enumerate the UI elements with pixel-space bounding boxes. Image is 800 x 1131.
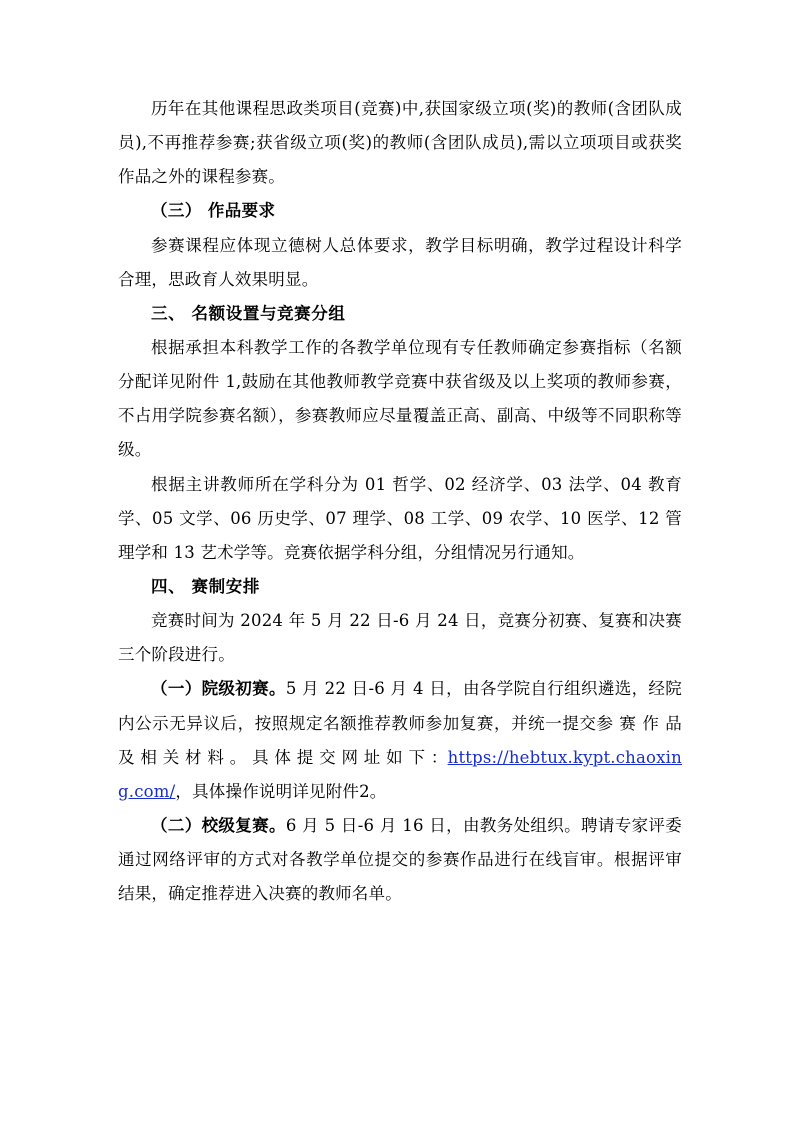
label-school-semifinal: （二）校级复赛。 <box>151 815 286 835</box>
paragraph-discipline-grouping: 根据主讲教师所在学科分为 01 哲学、02 经济学、03 法学、04 教育学、05 文学、06 历史学、07 理学、08 工学、09 农学、10 医学、12 管理学和 13 艺术学等。竞赛依据学科分组，分组情况另行通知。 <box>118 474 682 562</box>
paragraph-college-preliminary <box>118 672 682 809</box>
text-college-preliminary-before: 5 月 22 日-6 月 4 日，由各学院自行组织遴选，经院内公示无异议后，按照规定名额推荐教师参加复赛，并统一提交参 赛 作 品 及 相 关 材 料 。 具 体 提 交 网 址 如 下 ： <box>118 679 682 767</box>
label-college-preliminary: （一）院级初赛。 <box>151 679 286 699</box>
document-body <box>118 92 682 911</box>
paragraph-school-semifinal <box>118 809 682 911</box>
paragraph-schedule-overview: 竞赛时间为 2024 年 5 月 22 日-6 月 24 日，竞赛分初赛、复赛和决赛三个阶段进行。 <box>118 611 682 665</box>
paragraph-national-provincial-awards: 历年在其他课程思政类项目(竞赛)中,获国家级立项(奖)的教师(含团队成员),不再推荐参赛;获省级立项(奖)的教师(含团队成员),需以立项项目或获奖作品之外的课程参赛。 <box>118 99 682 187</box>
submission-url-link[interactable]: https://hebtux.kypt.chaoxing.com/ <box>118 747 682 801</box>
text-school-semifinal: 6 月 5 日-6 月 16 日，由教务处组织。聘请专家评委通过网络评审的方式对各教学单位提交的参赛作品进行在线盲审。根据评审结果，确定推荐进入决赛的教师名单。 <box>118 815 682 904</box>
heading-competition-schedule: 四、 赛制安排 <box>151 576 260 596</box>
subheading-work-requirements: （三） 作品要求 <box>151 201 276 221</box>
text-college-preliminary-after: ，具体操作说明详见附件2。 <box>175 781 387 801</box>
paragraph-work-requirements-body: 参赛课程应体现立德树人总体要求，教学目标明确，教学过程设计科学合理，思政育人效果明显。 <box>118 235 682 289</box>
paragraph-quota-allocation: 根据承担本科教学工作的各教学单位现有专任教师确定参赛指标（名额分配详见附件 1,鼓励在其他教师教学竞赛中获省级及以上奖项的教师参赛，不占用学院参赛名额），参赛教师应尽量覆盖正高、副高、中级等不同职称等级。 <box>118 337 682 460</box>
heading-quota-and-grouping: 三、 名额设置与竞赛分组 <box>151 303 346 323</box>
